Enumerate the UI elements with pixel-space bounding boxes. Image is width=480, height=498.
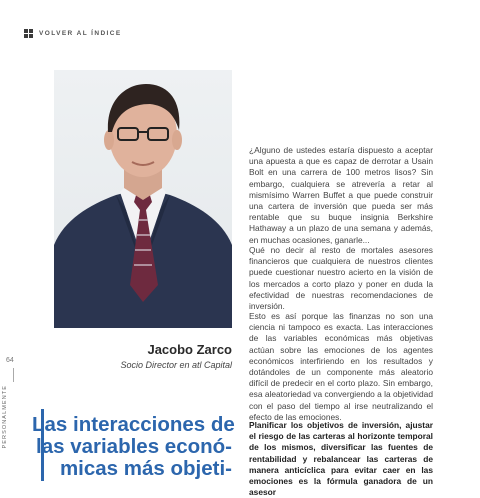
body-paragraph: Esto es así porque las finanzas no son una ciencia ni tampoco es exacta. Las interacciones de las variables económicas más objetivas actúan sobre las emociones de los agentes económicos interfiriendo en los resultados y dotándoles de un componente más aleatorio difícil de predecir en el corto plazo. Sin embargo, esa aleatoriedad va convergiendo a la objetividad con el paso del tiempo al irse neutralizando el efecto de las emociones.	[249, 311, 433, 422]
body-paragraph-bold: Planificar los objetivos de inversión, ajustar el riesgo de las carteras al horizonte temporal de los mismos, diversificar las fuentes de rentabilidad y rebalancear las carteras de manera anticíclica para evitar caer en las emociones es la fórmula ganadora de un asesor	[249, 420, 433, 498]
headline-line: Las interacciones de	[32, 413, 235, 436]
headline-line: las variables econó-	[36, 435, 232, 458]
headline-line: micas más objeti-	[59, 457, 232, 480]
section-label: PERSONALMENTE	[2, 385, 8, 449]
page-number: 64	[6, 357, 14, 364]
pull-quote-headline	[32, 413, 235, 480]
body-paragraph: Qué no decir al resto de mortales asesores financieros que cualquiera de nuestros clientes puede cuestionar nuestro acierto en la visión de los mercados a corto plazo y poner en duda la efectividad de nuestras recomendaciones de inversión.	[249, 245, 433, 312]
margin-divider	[13, 368, 14, 382]
body-paragraph: ¿Alguno de ustedes estaría dispuesto a aceptar una apuesta a que es capaz de derrotar a Usain Bolt en una carrera de 100 metros lisos? Sin embargo, cualquiera se atrevería a retar al mismísimo Warren Buffet a que puede construir una cartera de inversión que pueda ser más rentable que su buque insignia Berkshire Hathaway a un plazo de una semana y además, en muchas ocasiones, ganarle...	[249, 145, 433, 245]
grid-icon	[24, 29, 33, 38]
back-to-index-label: VOLVER AL ÍNDICE	[39, 30, 122, 37]
author-name: Jacobo Zarco	[147, 342, 232, 357]
back-to-index-link[interactable]	[24, 29, 122, 38]
author-photo	[54, 70, 232, 328]
author-role: Socio Director en atl Capital	[120, 360, 232, 370]
